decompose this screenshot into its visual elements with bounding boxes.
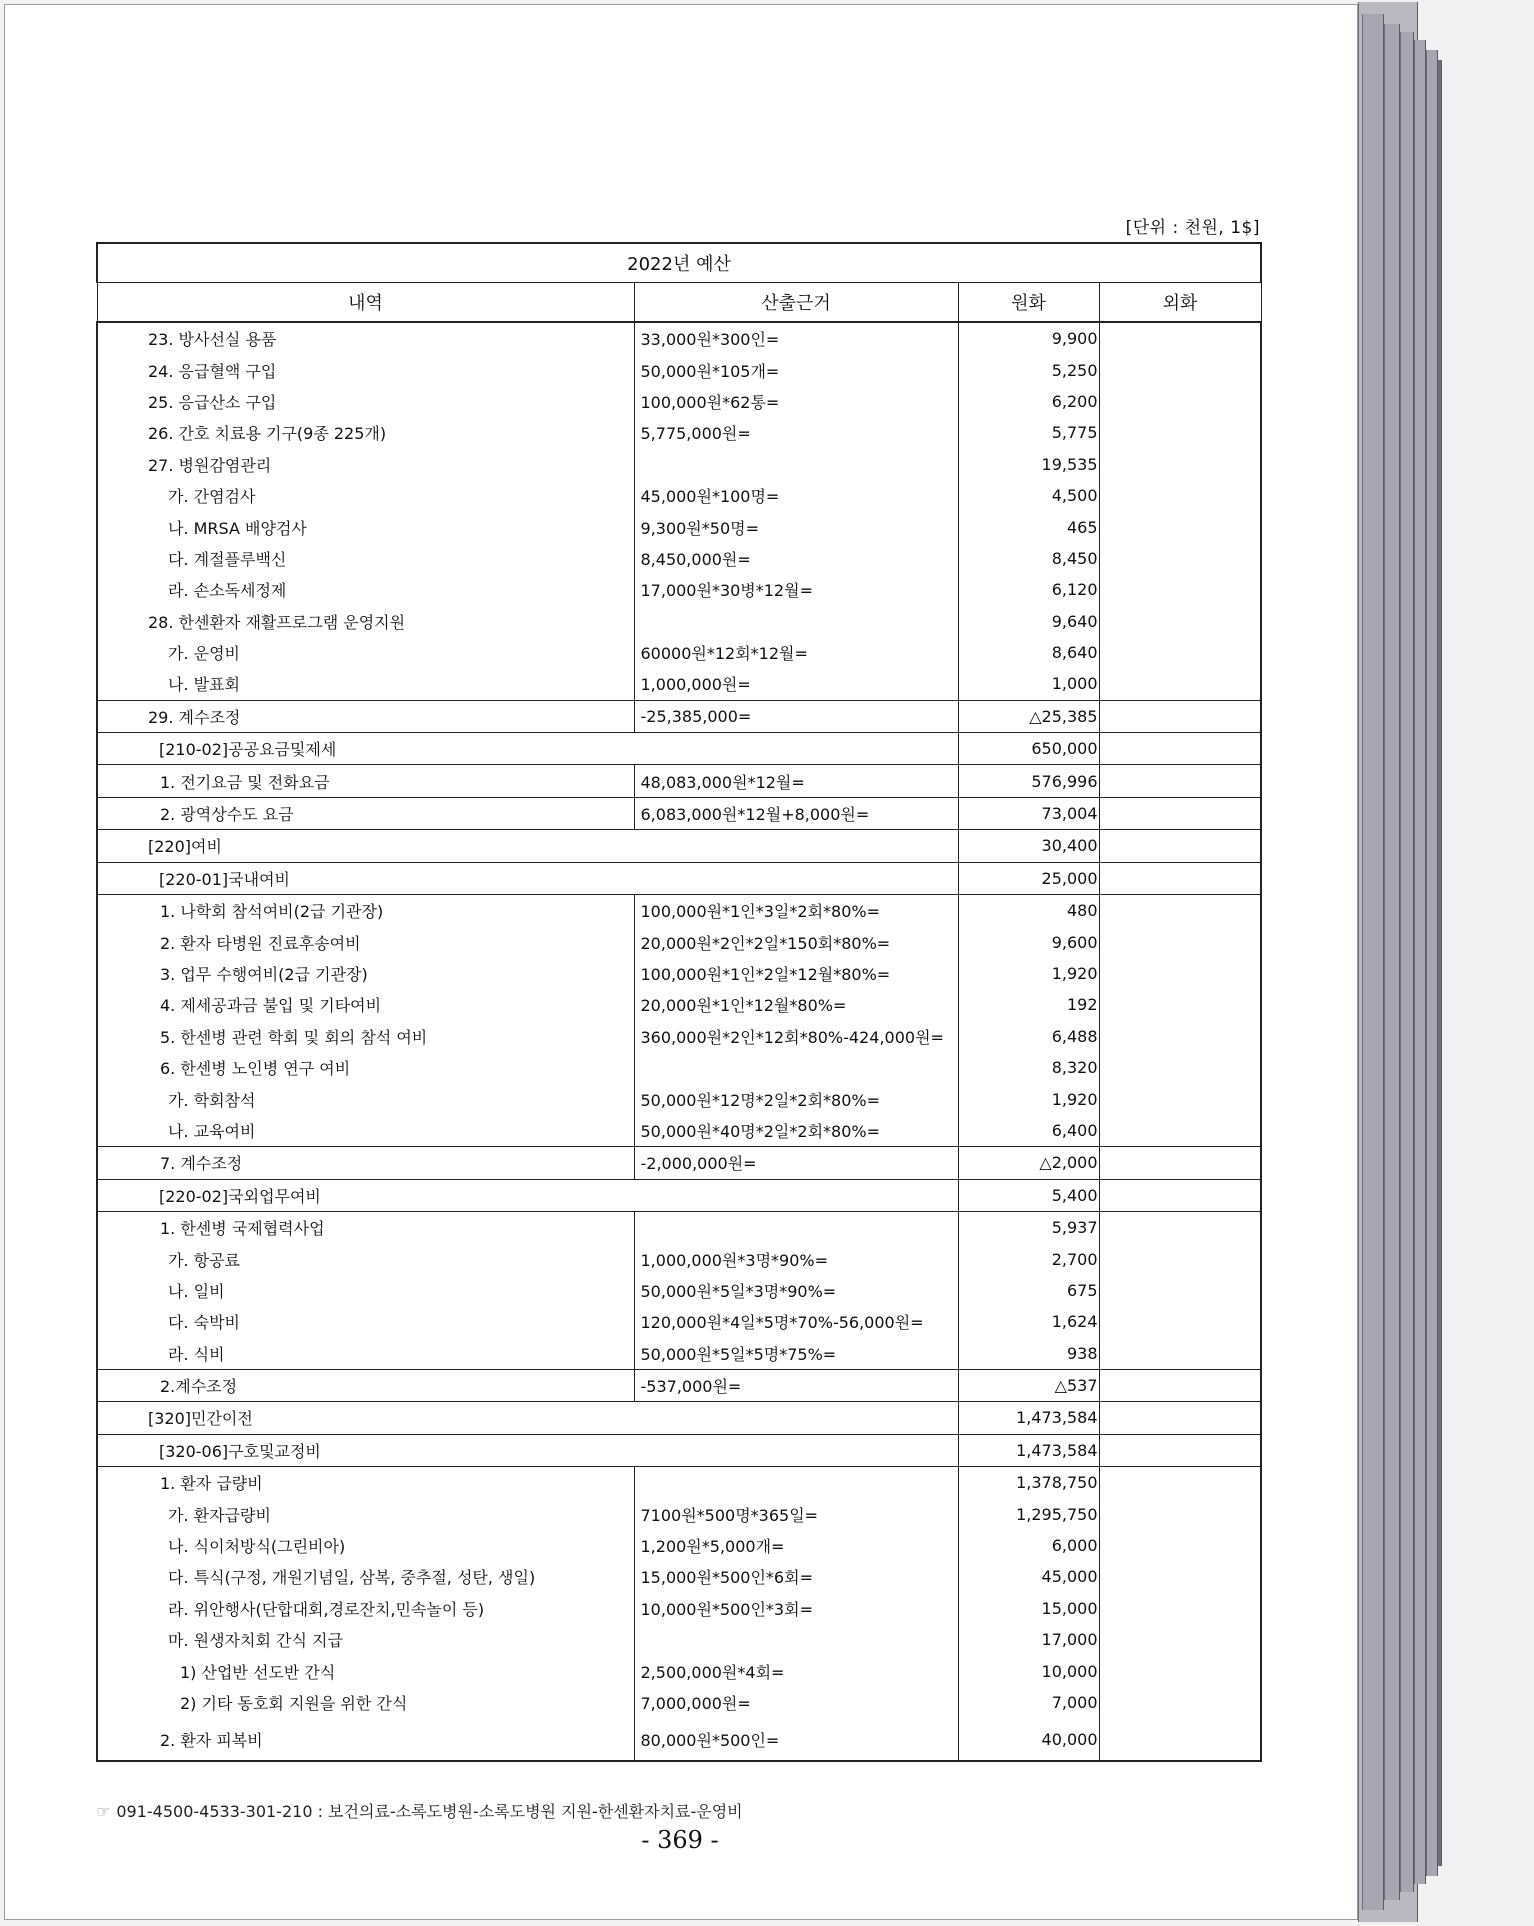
row-amount-foreign: [1099, 1211, 1261, 1243]
row-amount-krw: 938: [958, 1338, 1099, 1370]
row-basis: 5,775,000원=: [634, 417, 958, 448]
row-amount-foreign: [1099, 1021, 1261, 1052]
row-amount-krw: 5,400: [958, 1179, 1099, 1211]
row-basis: 9,300원*50명=: [634, 511, 958, 542]
row-basis: -537,000원=: [634, 1369, 958, 1401]
row-basis: 8,450,000원=: [634, 543, 958, 574]
row-description: 라. 식비: [97, 1338, 634, 1370]
row-amount-foreign: [1099, 830, 1261, 862]
row-description: 라. 손소독세정제: [97, 574, 634, 605]
row-description: 7. 계수조정: [97, 1147, 634, 1179]
row-basis: 50,000원*40명*2일*2회*80%=: [634, 1115, 958, 1147]
row-amount-foreign: [1099, 989, 1261, 1020]
row-amount-foreign: [1099, 1402, 1261, 1434]
table-row: [97, 1498, 1261, 1529]
table-row: [97, 1021, 1261, 1052]
row-amount-krw: 1,920: [958, 958, 1099, 989]
table-row: [97, 958, 1261, 989]
table-row: [97, 1467, 1261, 1499]
row-amount-krw: 480: [958, 895, 1099, 927]
row-basis: 80,000원*500인=: [634, 1718, 958, 1761]
table-row: [97, 417, 1261, 448]
table-row: [97, 1211, 1261, 1243]
row-basis: 50,000원*5일*3명*90%=: [634, 1275, 958, 1306]
budget-table: [96, 242, 1262, 1762]
row-amount-krw: 9,900: [958, 322, 1099, 354]
row-description: 다. 특식(구정, 개원기념일, 삼복, 중추절, 성탄, 생일): [97, 1561, 634, 1592]
row-description: 가. 항공료: [97, 1243, 634, 1274]
row-amount-krw: 10,000: [958, 1655, 1099, 1686]
row-amount-foreign: [1099, 1498, 1261, 1529]
row-description: 가. 운영비: [97, 637, 634, 668]
row-amount-foreign: [1099, 1052, 1261, 1083]
table-row: [97, 700, 1261, 732]
table-row: [97, 1369, 1261, 1401]
row-category-label: [220-01]국내여비: [97, 862, 958, 894]
row-amount-foreign: [1099, 1530, 1261, 1561]
row-basis: [634, 449, 958, 480]
table-row: [97, 1402, 1261, 1434]
row-description: 2. 광역상수도 요금: [97, 797, 634, 829]
row-description: 가. 학회참석: [97, 1083, 634, 1114]
row-amount-krw: 8,320: [958, 1052, 1099, 1083]
row-description: 2. 환자 타병원 진료후송여비: [97, 926, 634, 957]
row-amount-foreign: [1099, 1718, 1261, 1761]
row-basis: 50,000원*5일*5명*75%=: [634, 1338, 958, 1370]
row-amount-krw: 8,640: [958, 637, 1099, 668]
row-basis: 1,000,000원*3명*90%=: [634, 1243, 958, 1274]
row-amount-krw: 465: [958, 511, 1099, 542]
row-amount-krw: 6,120: [958, 574, 1099, 605]
row-amount-foreign: [1099, 1467, 1261, 1499]
row-basis: 20,000원*2인*2일*150회*80%=: [634, 926, 958, 957]
row-amount-foreign: [1099, 1687, 1261, 1718]
row-basis: 6,083,000원*12월+8,000원=: [634, 797, 958, 829]
table-row: [97, 797, 1261, 829]
row-amount-foreign: [1099, 1434, 1261, 1466]
row-basis: 7100원*500명*365일=: [634, 1498, 958, 1529]
row-amount-krw: 1,624: [958, 1306, 1099, 1337]
table-row: [97, 830, 1261, 862]
row-basis: 100,000원*1인*3일*2회*80%=: [634, 895, 958, 927]
row-description: 29. 계수조정: [97, 700, 634, 732]
row-amount-krw: 650,000: [958, 733, 1099, 765]
row-category-label: [220]여비: [97, 830, 958, 862]
row-amount-foreign: [1099, 1243, 1261, 1274]
row-basis: 50,000원*105개=: [634, 354, 958, 385]
table-row: [97, 765, 1261, 797]
row-description: 1. 전기요금 및 전화요금: [97, 765, 634, 797]
row-amount-krw: 30,400: [958, 830, 1099, 862]
table-row: [97, 322, 1261, 354]
row-amount-foreign: [1099, 926, 1261, 957]
row-description: 다. 계절플루백신: [97, 543, 634, 574]
row-basis: 100,000원*1인*2일*12월*80%=: [634, 958, 958, 989]
row-amount-krw: 1,295,750: [958, 1498, 1099, 1529]
row-amount-krw: 19,535: [958, 449, 1099, 480]
row-description: 2. 환자 피복비: [97, 1718, 634, 1761]
row-description: 마. 원생자치회 간식 지급: [97, 1624, 634, 1655]
row-amount-krw: 1,473,584: [958, 1402, 1099, 1434]
row-amount-foreign: [1099, 1115, 1261, 1147]
page-number: - 369 -: [641, 1826, 719, 1854]
table-row: [97, 1655, 1261, 1686]
row-basis: -25,385,000=: [634, 700, 958, 732]
row-amount-krw: 6,000: [958, 1530, 1099, 1561]
row-amount-foreign: [1099, 1306, 1261, 1337]
row-description: 1. 나학회 참석여비(2급 기관장): [97, 895, 634, 927]
row-amount-krw: 9,600: [958, 926, 1099, 957]
row-description: 나. 발표회: [97, 668, 634, 700]
row-basis: 7,000,000원=: [634, 1687, 958, 1718]
row-category-label: [320-06]구호및교정비: [97, 1434, 958, 1466]
row-basis: 60000원*12회*12월=: [634, 637, 958, 668]
row-basis: 15,000원*500인*6회=: [634, 1561, 958, 1592]
row-amount-foreign: [1099, 1369, 1261, 1401]
row-basis: 1,200원*5,000개=: [634, 1530, 958, 1561]
column-header-basis: 산출근거: [634, 283, 958, 323]
row-basis: 50,000원*12명*2일*2회*80%=: [634, 1083, 958, 1114]
row-amount-krw: 40,000: [958, 1718, 1099, 1761]
row-description: 나. MRSA 배양검사: [97, 511, 634, 542]
row-basis: 20,000원*1인*12월*80%=: [634, 989, 958, 1020]
row-description: 1. 환자 급량비: [97, 1467, 634, 1499]
row-amount-foreign: [1099, 354, 1261, 385]
row-description: 28. 한센환자 재활프로그램 운영지원: [97, 606, 634, 637]
row-description: 24. 응급혈액 구입: [97, 354, 634, 385]
table-row: [97, 895, 1261, 927]
row-amount-foreign: [1099, 386, 1261, 417]
row-basis: 2,500,000원*4회=: [634, 1655, 958, 1686]
row-basis: 120,000원*4일*5명*70%-56,000원=: [634, 1306, 958, 1337]
row-amount-foreign: [1099, 543, 1261, 574]
row-amount-foreign: [1099, 797, 1261, 829]
table-row: [97, 862, 1261, 894]
row-description: 나. 일비: [97, 1275, 634, 1306]
table-row: [97, 480, 1261, 511]
row-description: 6. 한센병 노인병 연구 여비: [97, 1052, 634, 1083]
row-basis: 10,000원*500인*3회=: [634, 1593, 958, 1624]
row-amount-krw: 576,996: [958, 765, 1099, 797]
table-row: [97, 1083, 1261, 1114]
row-amount-foreign: [1099, 1083, 1261, 1114]
table-row: [97, 606, 1261, 637]
row-amount-krw: △2,000: [958, 1147, 1099, 1179]
table-row: [97, 733, 1261, 765]
row-amount-krw: 1,473,584: [958, 1434, 1099, 1466]
row-amount-foreign: [1099, 862, 1261, 894]
table-row: [97, 668, 1261, 700]
row-amount-foreign: [1099, 574, 1261, 605]
column-header-foreign: 외화: [1099, 283, 1261, 323]
row-amount-krw: 1,920: [958, 1083, 1099, 1114]
table-row: [97, 1052, 1261, 1083]
table-row: [97, 1147, 1261, 1179]
row-basis: 17,000원*30병*12월=: [634, 574, 958, 605]
row-description: 5. 한센병 관련 학회 및 회의 참석 여비: [97, 1021, 634, 1052]
footnote-text: 091-4500-4533-301-210 : 보건의료-소록도병원-소록도병원 지원-한센환자치료-운영비: [116, 1802, 743, 1821]
table-row: [97, 1243, 1261, 1274]
row-amount-foreign: [1099, 1624, 1261, 1655]
row-amount-krw: 6,488: [958, 1021, 1099, 1052]
row-basis: [634, 1211, 958, 1243]
table-row: [97, 574, 1261, 605]
row-description: 2.계수조정: [97, 1369, 634, 1401]
row-basis: 33,000원*300인=: [634, 322, 958, 354]
row-amount-krw: 192: [958, 989, 1099, 1020]
row-amount-krw: 8,450: [958, 543, 1099, 574]
table-row: [97, 1624, 1261, 1655]
table-row: [97, 354, 1261, 385]
row-description: 라. 위안행사(단합대회,경로잔치,민속놀이 등): [97, 1593, 634, 1624]
row-basis: [634, 606, 958, 637]
table-row: [97, 386, 1261, 417]
table-row: [97, 1275, 1261, 1306]
row-category-label: [210-02]공공요금및제세: [97, 733, 958, 765]
row-amount-foreign: [1099, 606, 1261, 637]
row-amount-krw: 5,937: [958, 1211, 1099, 1243]
row-basis: [634, 1624, 958, 1655]
table-row: [97, 1561, 1261, 1592]
row-amount-krw: 1,000: [958, 668, 1099, 700]
table-row: [97, 449, 1261, 480]
budget-table-body: [97, 322, 1261, 1761]
row-amount-krw: 15,000: [958, 1593, 1099, 1624]
row-basis: 1,000,000원=: [634, 668, 958, 700]
row-amount-krw: 1,378,750: [958, 1467, 1099, 1499]
row-amount-foreign: [1099, 322, 1261, 354]
row-amount-foreign: [1099, 1179, 1261, 1211]
row-amount-foreign: [1099, 637, 1261, 668]
row-amount-foreign: [1099, 480, 1261, 511]
row-description: 1) 산업반 선도반 간식: [97, 1655, 634, 1686]
table-row: [97, 1718, 1261, 1761]
row-description: 27. 병원감염관리: [97, 449, 634, 480]
row-description: 가. 간염검사: [97, 480, 634, 511]
row-amount-foreign: [1099, 700, 1261, 732]
row-basis: -2,000,000원=: [634, 1147, 958, 1179]
row-amount-krw: 25,000: [958, 862, 1099, 894]
table-row: [97, 1179, 1261, 1211]
column-header-item: 내역: [97, 283, 634, 323]
row-category-label: [220-02]국외업무여비: [97, 1179, 958, 1211]
unit-note: [단위 : 천원, 1$]: [1125, 218, 1260, 238]
table-row: [97, 1687, 1261, 1718]
table-row: [97, 1434, 1261, 1466]
row-amount-krw: 73,004: [958, 797, 1099, 829]
row-amount-krw: 5,775: [958, 417, 1099, 448]
row-description: 25. 응급산소 구입: [97, 386, 634, 417]
row-category-label: [320]민간이전: [97, 1402, 958, 1434]
row-amount-krw: 2,700: [958, 1243, 1099, 1274]
table-row: [97, 989, 1261, 1020]
row-amount-foreign: [1099, 1561, 1261, 1592]
row-description: 26. 간호 치료용 기구(9종 225개): [97, 417, 634, 448]
row-basis: 48,083,000원*12월=: [634, 765, 958, 797]
row-amount-foreign: [1099, 417, 1261, 448]
row-amount-krw: 17,000: [958, 1624, 1099, 1655]
row-amount-krw: 675: [958, 1275, 1099, 1306]
row-amount-foreign: [1099, 511, 1261, 542]
column-header-krw: 원화: [958, 283, 1099, 323]
row-amount-foreign: [1099, 1655, 1261, 1686]
table-row: [97, 926, 1261, 957]
table-row: [97, 1338, 1261, 1370]
row-description: 23. 방사선실 용품: [97, 322, 634, 354]
row-description: 2) 기타 동호회 지원을 위한 간식: [97, 1687, 634, 1718]
row-amount-krw: 6,200: [958, 386, 1099, 417]
row-basis: 360,000원*2인*12회*80%-424,000원=: [634, 1021, 958, 1052]
row-amount-foreign: [1099, 895, 1261, 927]
row-description: 3. 업무 수행여비(2급 기관장): [97, 958, 634, 989]
row-amount-krw: 6,400: [958, 1115, 1099, 1147]
row-amount-foreign: [1099, 733, 1261, 765]
table-row: [97, 1530, 1261, 1561]
row-description: 나. 교육여비: [97, 1115, 634, 1147]
row-description: 가. 환자급량비: [97, 1498, 634, 1529]
row-basis: [634, 1052, 958, 1083]
table-row: [97, 543, 1261, 574]
table-row: [97, 511, 1261, 542]
row-amount-krw: 4,500: [958, 480, 1099, 511]
year-header: 2022년 예산: [97, 243, 1261, 283]
row-amount-foreign: [1099, 1147, 1261, 1179]
table-row: [97, 1306, 1261, 1337]
row-amount-krw: 45,000: [958, 1561, 1099, 1592]
row-basis: 100,000원*62통=: [634, 386, 958, 417]
row-amount-foreign: [1099, 1593, 1261, 1624]
row-amount-foreign: [1099, 765, 1261, 797]
row-amount-krw: 9,640: [958, 606, 1099, 637]
row-description: 다. 숙박비: [97, 1306, 634, 1337]
row-description: 4. 제세공과금 불입 및 기타여비: [97, 989, 634, 1020]
row-amount-krw: △25,385: [958, 700, 1099, 732]
row-amount-krw: 7,000: [958, 1687, 1099, 1718]
row-basis: 45,000원*100명=: [634, 480, 958, 511]
row-description: 1. 한센병 국제협력사업: [97, 1211, 634, 1243]
row-amount-foreign: [1099, 668, 1261, 700]
row-amount-foreign: [1099, 449, 1261, 480]
footnote: [96, 1799, 1260, 1822]
row-amount-foreign: [1099, 1338, 1261, 1370]
row-basis: [634, 1467, 958, 1499]
table-row: [97, 1593, 1261, 1624]
row-amount-krw: △537: [958, 1369, 1099, 1401]
hand-pointer-icon: ☞: [96, 1802, 111, 1821]
row-amount-foreign: [1099, 1275, 1261, 1306]
row-amount-foreign: [1099, 958, 1261, 989]
table-row: [97, 637, 1261, 668]
row-amount-krw: 5,250: [958, 354, 1099, 385]
row-description: 나. 식이처방식(그린비아): [97, 1530, 634, 1561]
table-row: [97, 1115, 1261, 1147]
